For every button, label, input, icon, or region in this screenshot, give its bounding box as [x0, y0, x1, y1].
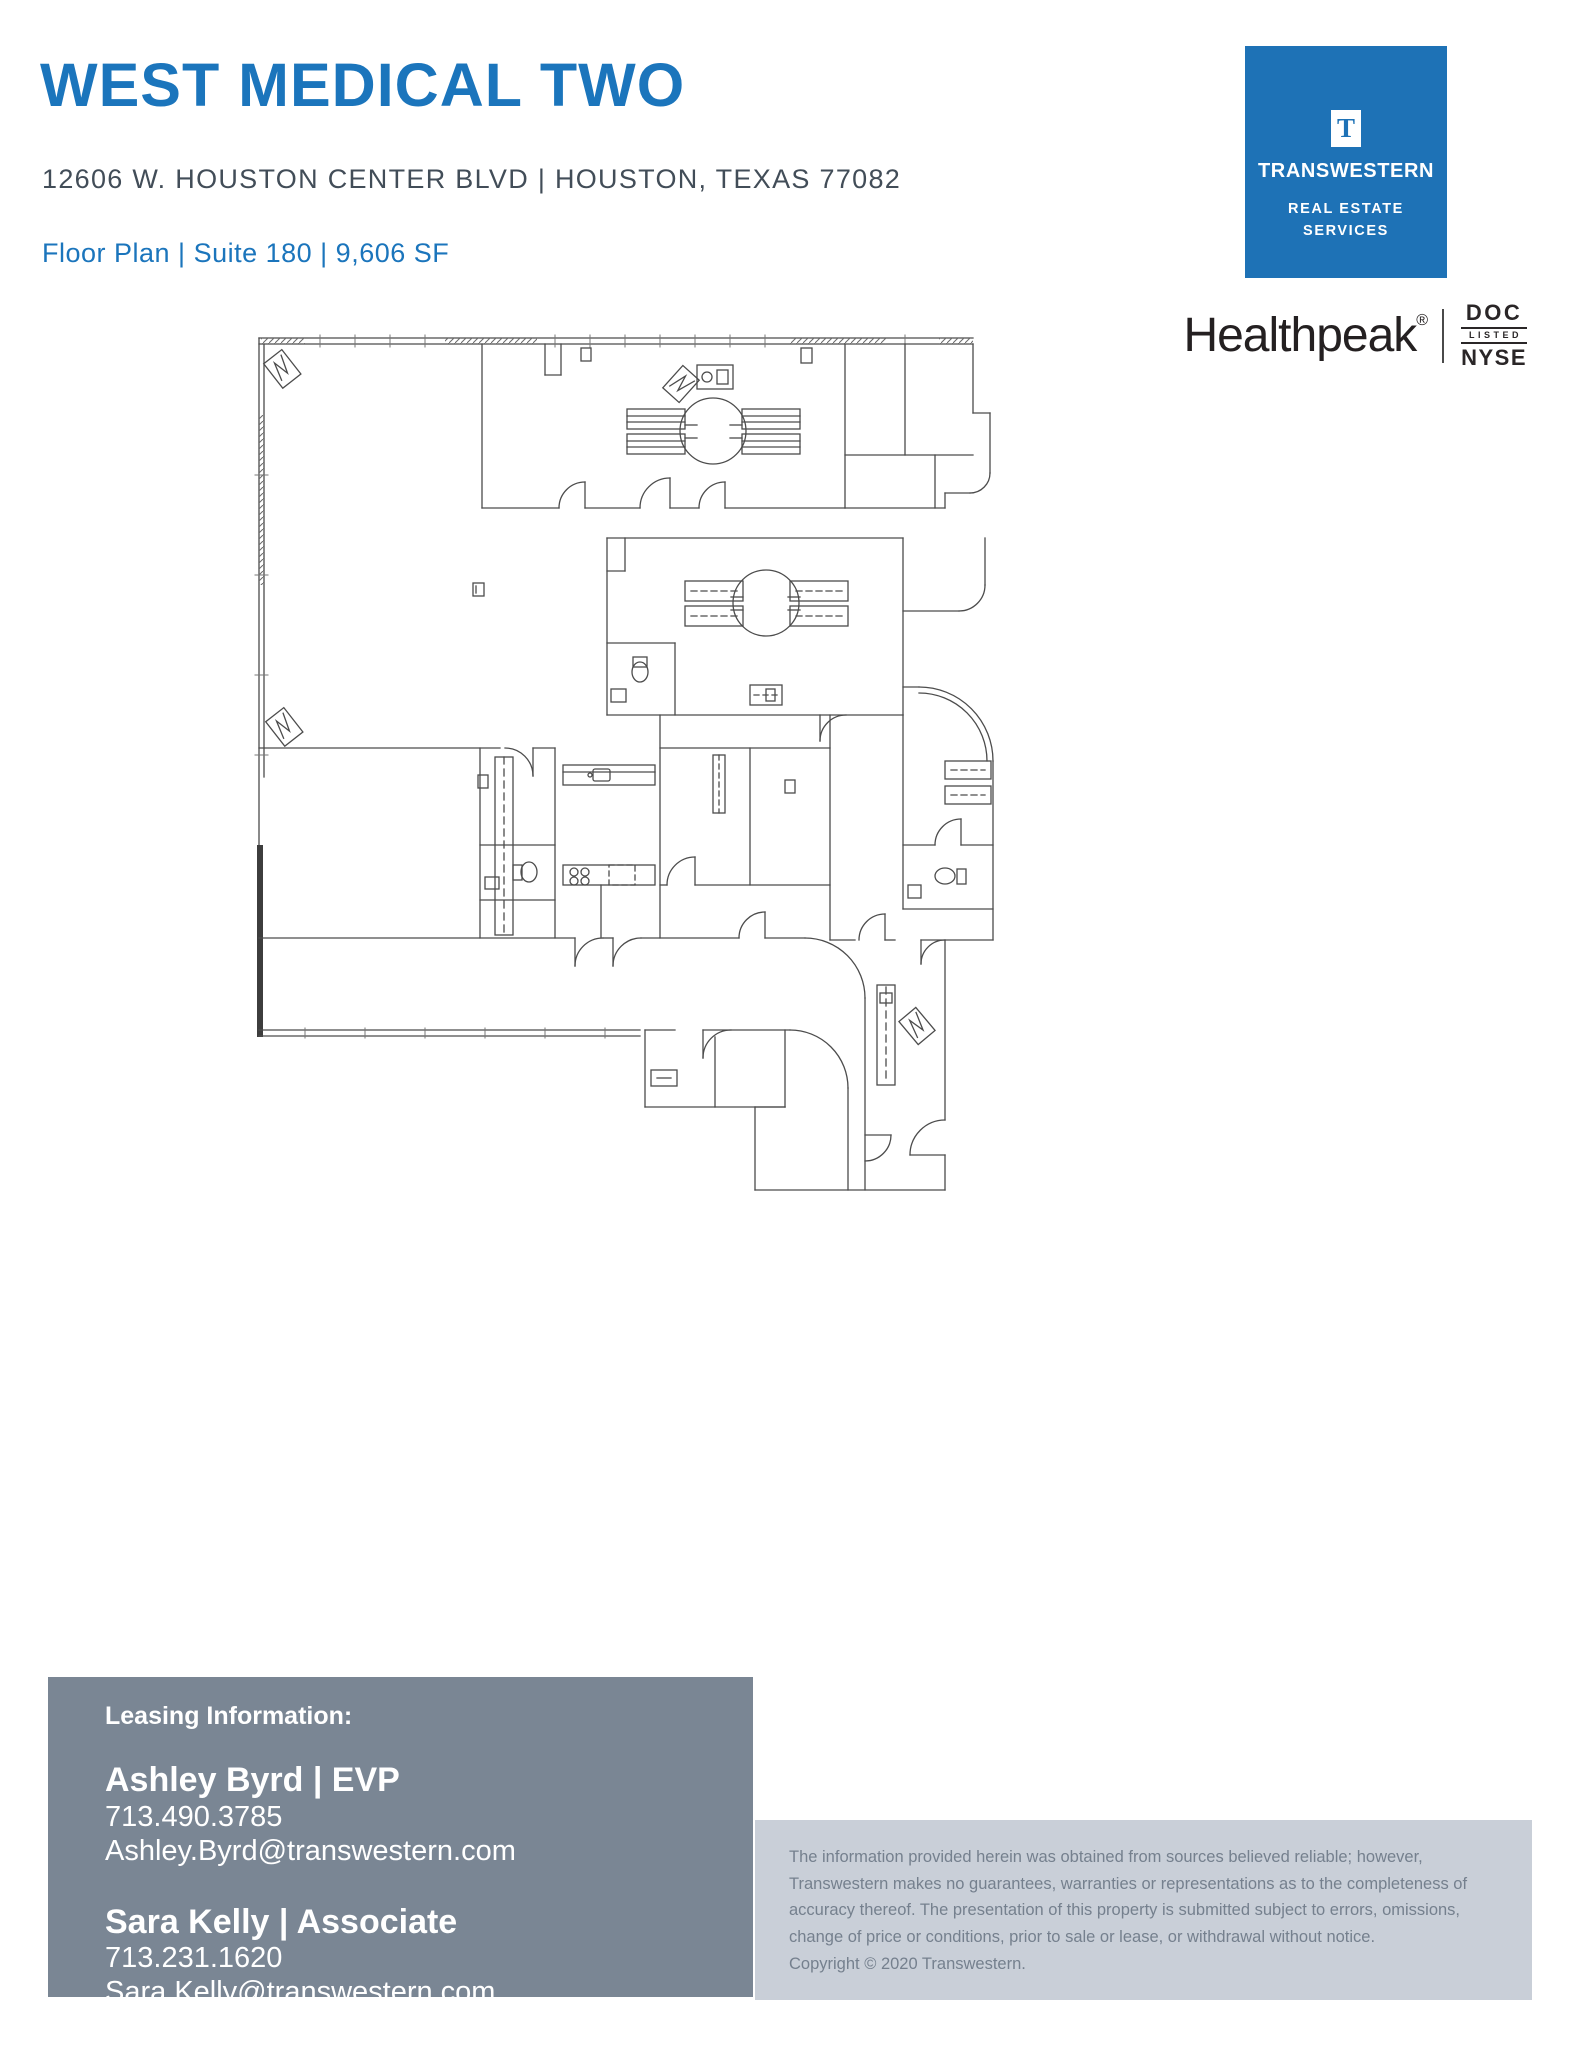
transwestern-tagline-line1: REAL ESTATE [1288, 201, 1404, 217]
contact-card-sara-kelly [105, 1902, 733, 2011]
registered-trademark-symbol: ® [1416, 312, 1429, 329]
leasing-heading: Leasing Information: [105, 1702, 353, 1730]
exchange-label: NYSE [1461, 345, 1527, 370]
leasing-info-panel [48, 1677, 753, 2009]
logo-divider [1442, 309, 1444, 363]
property-address: 12606 W. HOUSTON CENTER BLVD | HOUSTON, TEXAS 77082 [42, 164, 902, 194]
floor-plan-drawing [245, 325, 1005, 1205]
healthpeak-logo [1183, 302, 1527, 369]
contact-phone: 713.490.3785 [105, 1800, 283, 1833]
contact-email: Sara.Kelly@transwestern.com [105, 1976, 496, 2009]
contact-name: Ashley Byrd | EVP [105, 1761, 400, 1799]
nyse-ticker-badge [1461, 302, 1527, 369]
contact-phone: 713.231.1620 [105, 1942, 283, 1975]
floor-plan-subtitle: Floor Plan | Suite 180 | 9,606 SF [42, 238, 450, 268]
transwestern-t-icon: T [1331, 110, 1361, 147]
transwestern-tagline-line2: SERVICES [1303, 223, 1389, 240]
contact-email: Ashley.Byrd@transwestern.com [105, 1834, 516, 1867]
contact-card-ashley-byrd [105, 1760, 733, 1869]
ticker-symbol: DOC [1465, 300, 1523, 325]
healthpeak-wordmark: Healthpeak® [1183, 309, 1429, 362]
transwestern-logo [1245, 46, 1447, 278]
transwestern-name: TRANSWESTERN [1257, 160, 1435, 182]
copyright-text: Copyright © 2020 Transwestern. [789, 1954, 1026, 1973]
page-title: WEST MEDICAL TWO [40, 51, 686, 119]
disclaimer-text: The information provided herein was obtained from sources believed reliable; however, Transwestern makes no guarantees, warranties or representations as to the completeness of accuracy thereof. The presentation of this property is submitted subject to errors, omissions, change of price or conditions, prior to sale or lease, or withdrawal without notice. [789, 1848, 1468, 1947]
transwestern-tagline [1288, 198, 1404, 243]
listed-label: LISTED [1461, 327, 1527, 344]
disclaimer-panel [755, 1820, 1532, 2000]
contact-name: Sara Kelly | Associate [105, 1902, 458, 1941]
